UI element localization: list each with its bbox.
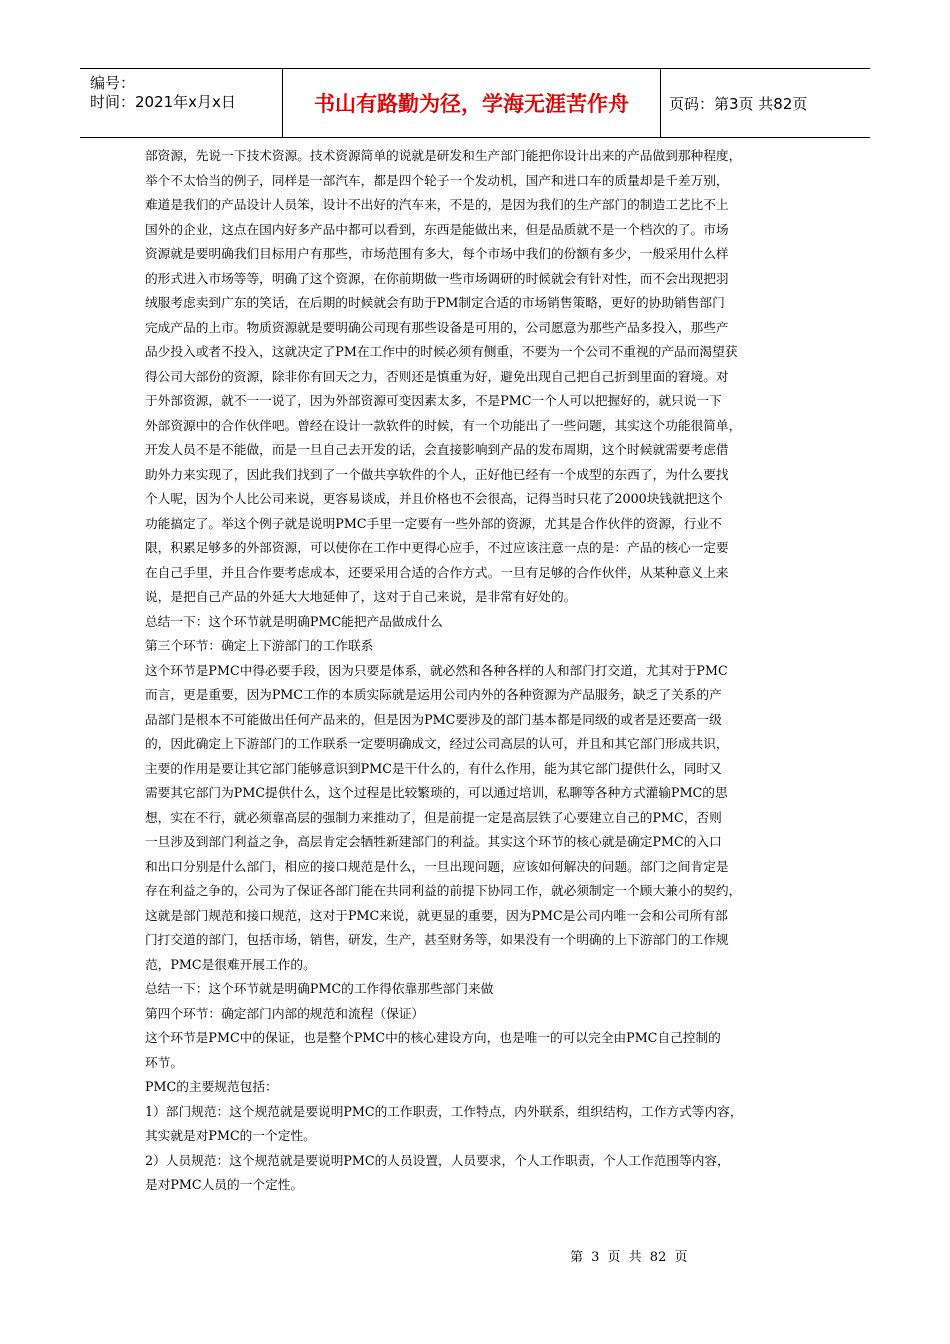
body-line: 部资源，先说一下技术资源。技术资源简单的说就是研发和生产部门能把你设计出来的产品做到那种程度， [145, 148, 742, 163]
body-line: 和出口分别是什么部门，相应的接口规范是什么，一旦出现问题，应该如何解决的问题。部门之间肯定是 [145, 858, 729, 874]
body-text [145, 144, 815, 1198]
body-line: 而言，更是重要，因为PMC工作的本质实际就是运用公司内外的各种资源为产品服务，缺乏了关系的产 [145, 687, 722, 702]
body-line: 需要其它部门为PMC提供什么，这个过程是比较繁琐的，可以通过培训，私聊等各种方式灌输PMC的思 [145, 785, 728, 800]
body-line: 门打交道的部门，包括市场，销售，研发，生产，甚至财务等，如果没有一个明确的上下游部门的工作规 [145, 932, 729, 947]
body-line: 绒服考虑卖到广东的笑话，在后期的时候就会有助于PM制定合适的市场销售策略，更好的协助销售部门 [145, 295, 725, 310]
body-line: 在自己手里，并且合作要考虑成本，还要采用合适的合作方式。一旦有足够的合作伙伴，从某种意义上来 [145, 564, 729, 580]
body-line: 国外的企业，这点在国内好多产品中都可以看到，东西是能做出来，但是品质就不是一个档次的了。市场 [145, 221, 729, 237]
body-line: 主要的作用是要让其它部门能够意识到PMC是干什么的，有什么作用，能为其它部门提供什么，同时又 [145, 760, 722, 776]
body-line: 这个环节是PMC中得必要手段，因为只要是体系，就必然和各种各样的人和部门打交道，尤其对于PMC [145, 662, 728, 678]
body-line: 个人呢，因为个人比公司来说，更容易谈成，并且价格也不会很高，记得当时只花了2000块钱就把这个 [145, 491, 723, 506]
body-line: 其实就是对PMC的一个定性。 [145, 1128, 316, 1143]
body-line: 总结一下：这个环节就是明确PMC能把产品做成什么 [145, 613, 443, 629]
body-line: 2）人员规范：这个规范就是要说明PMC的人员设置，人员要求，个人工作职责，个人工作范围等内容， [145, 1152, 730, 1168]
body-line: 一旦涉及到部门利益之争，高层肯定会牺牲新建部门的利益。其实这个环节的核心就是确定PMC的入口 [145, 834, 722, 849]
body-line: 说，是把自己产品的外延大大地延伸了，这对于自己来说，是非常有好处的。 [145, 589, 577, 604]
body-line: 范，PMC是很难开展工作的。 [145, 956, 316, 972]
body-line: 是对PMC人员的一个定性。 [145, 1177, 304, 1192]
body-line: 开发人员不是不能做，而是一旦自己去开发的话，会直接影响到产品的发布周期，这个时候就需要考虑借 [145, 442, 729, 457]
body-line: 品少投入或者不投入，这就决定了PM在工作中的时候必须有侧重，不要为一个公司不重视的产品而渴望获 [145, 344, 738, 359]
document-number-label: 编号： [90, 74, 136, 92]
body-line: 这个环节是PMC中的保证，也是整个PMC中的核心建设方向，也是唯一的可以完全由PMC自己控制的 [145, 1030, 721, 1045]
body-line: 助外力来实现了，因此我们找到了一个做共享软件的个人，正好他已经有一个成型的东西了，为什么要找 [145, 466, 729, 482]
body-line: 这就是部门规范和接口规范，这对于PMC来说，就更显的重要，因为PMC是公司内唯一会和公司所有部 [145, 907, 728, 923]
body-line: 环节。 [145, 1054, 184, 1070]
header-motto: 书山有路勤为径，学海无涯苦作舟 [283, 69, 661, 137]
header-page-info: 页码：第3页 共82页 [669, 94, 808, 113]
body-line: 于外部资源，就不一一说了，因为外部资源可变因素太多，不是PMC一个人可以把握好的，就只说一下 [145, 393, 722, 408]
body-line: 限，积累足够多的外部资源，可以使你在工作中更得心应手，不过应该注意一点的是：产品的核心一定要 [145, 540, 729, 555]
body-line: 存在利益之争的，公司为了保证各部门能在共同利益的前提下协同工作，就必须制定一个顾大兼小的契约， [145, 883, 742, 898]
body-line: 资源就是要明确我们目标用户有那些，市场范围有多大，每个市场中我们的份额有多少，一般采用什么样 [145, 246, 729, 261]
body-line: 得公司大部份的资源，除非你有回天之力，否则还是慎重为好，避免出现自己把自己折到里面的窘境。对 [145, 368, 729, 384]
body-line: 总结一下：这个环节就是明确PMC的工作得依靠那些部门来做 [145, 981, 494, 996]
page-header [80, 68, 870, 138]
body-line: 品部门是根本不可能做出任何产品来的，但是因为PMC要涉及的部门基本都是同级的或者是还要高一级 [145, 711, 722, 727]
body-line: 想，实在不行，就必须靠高层的强制力来推动了，但是前提一定是高层铁了心要建立自己的PMC，否则 [145, 809, 722, 825]
document-time-label: 时间：2021年x月x日 [90, 93, 236, 111]
body-line: 完成产品的上市。物质资源就是要明确公司现有那些设备是可用的，公司愿意为那些产品多投入，那些产 [145, 319, 729, 335]
body-line: 功能搞定了。举这个例子就是说明PMC手里一定要有一些外部的资源，尤其是合作伙伴的资源，行业不 [145, 515, 722, 531]
body-line: 1）部门规范：这个规范就是要说明PMC的工作职责，工作特点，内外联系，组织结构，工作方式等内容， [145, 1103, 743, 1119]
body-line: 第四个环节：确定部门内部的规范和流程（保证） [145, 1005, 425, 1021]
body-line: 的形式进入市场等等，明确了这个资源，在你前期做一些市场调研的时候就会有针对性，而不会出现把羽 [145, 270, 729, 286]
page-footer: 第 3 页 共 82 页 [570, 1250, 688, 1265]
body-line: PMC的主要规范包括： [145, 1079, 278, 1094]
body-line: 的，因此确定上下游部门的工作联系一定要明确成文，经过公司高层的认可，并且和其它部门形成共识， [145, 736, 729, 751]
header-meta [80, 69, 283, 137]
body-line: 举个不太恰当的例子，同样是一部汽车，都是四个轮子一个发动机，国产和进口车的质量却是千差万别， [145, 172, 729, 188]
body-line: 外部资源中的合作伙伴吧。曾经在设计一款软件的时候，有一个功能出了一些问题，其实这个功能很简单， [145, 417, 742, 433]
body-line: 难道是我们的产品设计人员笨，设计不出好的汽车来，不是的，是因为我们的生产部门的制造工艺比不上 [145, 197, 729, 212]
body-line: 第三个环节：确定上下游部门的工作联系 [145, 638, 374, 653]
